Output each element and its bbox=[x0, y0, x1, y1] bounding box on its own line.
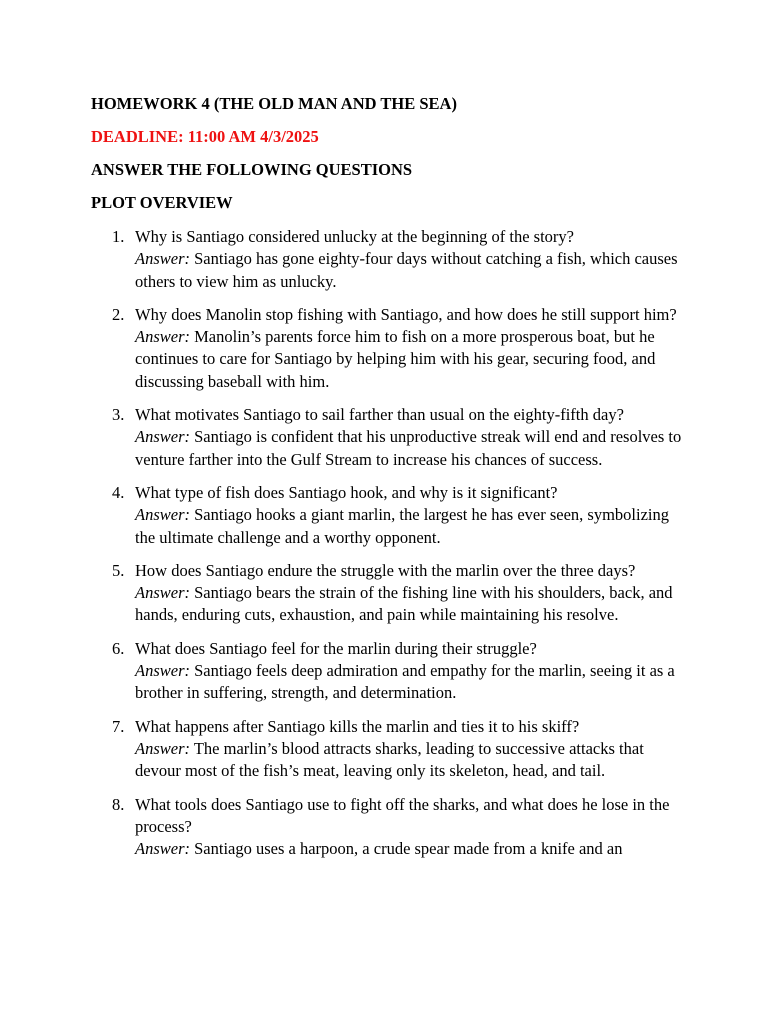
question-item bbox=[112, 304, 682, 393]
question-text: What happens after Santiago kills the marlin and ties it to his skiff? bbox=[135, 716, 580, 736]
question-text: What does Santiago feel for the marlin during their struggle? bbox=[135, 638, 537, 658]
question-list bbox=[112, 226, 682, 871]
answer-label: Answer: bbox=[135, 839, 190, 859]
question-item bbox=[112, 716, 682, 783]
answer-block bbox=[135, 660, 682, 705]
answer-block bbox=[135, 582, 682, 627]
question-number: 4. bbox=[112, 482, 125, 502]
instructions-heading: ANSWER THE FOLLOWING QUESTIONS bbox=[91, 160, 413, 179]
answer-block bbox=[135, 838, 682, 860]
answer-text: Santiago bears the strain of the fishing line with his shoulders, back, and hands, enduring cuts, exhaustion, and pain while maintaining his resolve. bbox=[135, 583, 673, 625]
answer-label: Answer: bbox=[135, 505, 190, 525]
question-text: What tools does Santiago use to fight off the sharks, and what does he lose in the process? bbox=[135, 794, 670, 836]
document-title: HOMEWORK 4 (THE OLD MAN AND THE SEA) bbox=[91, 94, 457, 113]
question-number: 3. bbox=[112, 405, 125, 425]
question-text: Why is Santiago considered unlucky at the beginning of the story? bbox=[135, 227, 574, 246]
question-number: 8. bbox=[112, 794, 125, 814]
question-number: 6. bbox=[112, 638, 125, 658]
question-number: 7. bbox=[112, 716, 125, 736]
question-item bbox=[112, 794, 682, 861]
answer-text: Santiago feels deep admiration and empathy for the marlin, seeing it as a brother in suffering, strength, and determination. bbox=[135, 661, 675, 703]
answer-label: Answer: bbox=[135, 249, 190, 269]
answer-label: Answer: bbox=[135, 427, 190, 447]
question-text: What motivates Santiago to sail farther than usual on the eighty-fifth day? bbox=[135, 405, 624, 425]
answer-label: Answer: bbox=[135, 738, 190, 758]
answer-text: Manolin’s parents force him to fish on a more prosperous boat, but he continues to care for Santiago by helping him with his gear, securing food, and discussing baseball with him. bbox=[135, 327, 656, 391]
answer-text: Santiago uses a harpoon, a crude spear made from a knife and an bbox=[194, 839, 623, 859]
section-heading: PLOT OVERVIEW bbox=[91, 193, 233, 212]
answer-text: Santiago is confident that his unproductive streak will end and resolves to venture farther into the Gulf Stream to increase his chances of success. bbox=[135, 427, 682, 469]
question-text: Why does Manolin stop fishing with Santiago, and how does he still support him? bbox=[135, 304, 677, 324]
question-item bbox=[112, 638, 682, 705]
answer-label: Answer: bbox=[135, 583, 190, 603]
answer-block bbox=[135, 426, 682, 471]
deadline-text: DEADLINE: 11:00 AM 4/3/2025 bbox=[91, 127, 319, 146]
question-text: How does Santiago endure the struggle with the marlin over the three days? bbox=[135, 560, 636, 580]
question-number: 5. bbox=[112, 560, 125, 580]
answer-block bbox=[135, 504, 682, 549]
answer-label: Answer: bbox=[135, 661, 190, 681]
question-item bbox=[112, 404, 682, 471]
question-number: 2. bbox=[112, 304, 125, 324]
answer-block bbox=[135, 738, 682, 783]
answer-block bbox=[135, 326, 682, 393]
question-number: 1. bbox=[112, 227, 125, 246]
question-item bbox=[112, 560, 682, 627]
answer-text: Santiago has gone eighty-four days without catching a fish, which causes others to view him as unlucky. bbox=[135, 249, 678, 291]
question-item bbox=[112, 226, 682, 293]
answer-text: The marlin’s blood attracts sharks, leading to successive attacks that devour most of the fish’s meat, leaving only its skeleton, head, and tail. bbox=[135, 738, 644, 781]
answer-text: Santiago hooks a giant marlin, the largest he has ever seen, symbolizing the ultimate challenge and a worthy opponent. bbox=[135, 505, 669, 547]
question-item bbox=[112, 482, 682, 549]
answer-label: Answer: bbox=[135, 327, 190, 347]
answer-block bbox=[135, 248, 682, 293]
question-text: What type of fish does Santiago hook, and why is it significant? bbox=[135, 482, 558, 502]
